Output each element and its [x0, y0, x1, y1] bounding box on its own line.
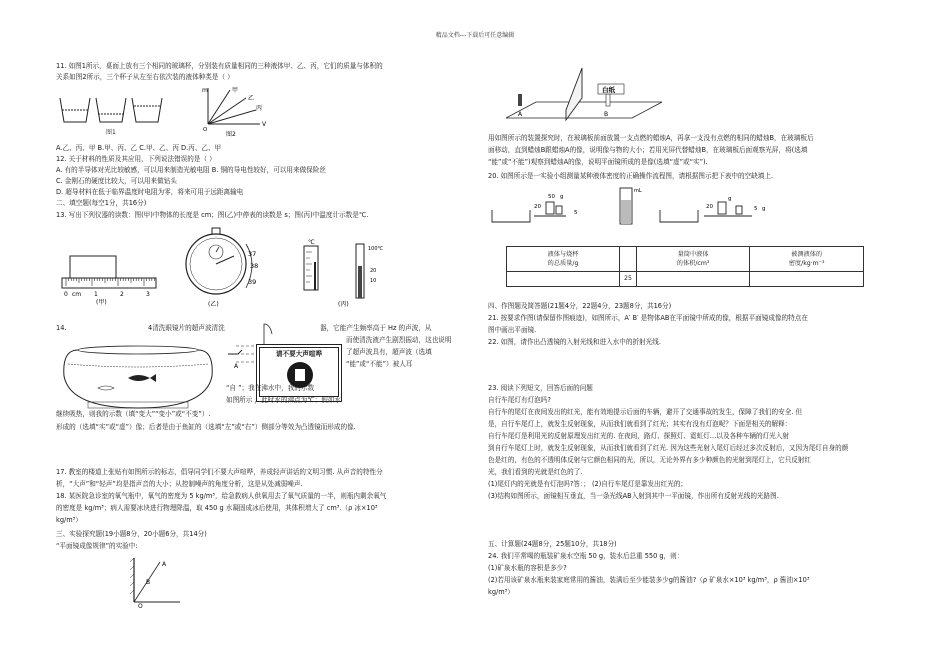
cups-figure	[56, 92, 166, 136]
candle-a-label: A	[518, 111, 523, 118]
weight-4	[736, 206, 742, 214]
measured-block	[70, 256, 116, 278]
q12-option-d: D. 超导材料在低于临界温度时电阻为零，将来可用于远距离输电	[56, 188, 244, 196]
weight-3	[718, 202, 726, 214]
yi-label: 乙	[248, 95, 255, 102]
bing-label: 丙	[256, 105, 263, 112]
fig-yi-caption: (乙)	[208, 301, 219, 308]
table-header-density: 被测液体的 密度/kg·m⁻³	[750, 247, 864, 272]
weight-1	[546, 202, 554, 214]
ruler-label-1: 1	[94, 291, 98, 298]
stopwatch-label-37: 37	[248, 250, 257, 258]
table-header-volume: 量筒中液体 的体积/cm³	[636, 247, 749, 272]
section-2-title: 二、填空题(每空1分，共16分)	[56, 199, 147, 207]
q12-option-a-b: A. 有的半导体对光比较敏感，可以用来制造光敏电阻 B. 铜的导电性较好，可以用来做保险丝	[56, 166, 326, 174]
q19-line-3: “能”或“不能”)观察到蜡烛A的像，说明平面镜所成的是像(选填“虚”或“实”).	[488, 158, 708, 166]
q24-stem: 24. 我们平常喝的瓶装矿泉水空瓶 50 g，装水后总重 550 g，则：	[488, 552, 684, 560]
balance-2-label-g2: g	[762, 206, 766, 212]
q12-stem: 12. 关于材料的性质及其应用，下列说法错误的是（ ）	[56, 155, 216, 163]
table-cell-density[interactable]	[750, 272, 864, 287]
q14-line-3: 了超声波具有，超声波（选填	[346, 348, 432, 356]
stopwatch-label-39: 39	[248, 278, 257, 286]
v-label: V	[262, 121, 267, 128]
section-4-title: 四、作图题及简答题(21题4分，22题4分，23题8分，共16分)	[488, 302, 672, 310]
stopwatch-label-38: 38	[250, 262, 259, 270]
q14-line-5: “自 ”；我在沸水中，我的示数	[226, 384, 315, 392]
candle-mirror-setup	[506, 62, 666, 124]
ruler	[62, 278, 156, 288]
candle-b-label: B	[604, 111, 609, 118]
q23-body-4: 到自行车尾灯上时，就发生反射现象，从而我们就看到了红光. 因为这些光射入尾灯后经过多次反射后，又因为尾灯自身的颜	[488, 444, 849, 452]
fig-bing-caption: (丙)	[338, 301, 349, 308]
q14-line-8: 形成的（选填“实”或“虚”）像；后者是由于鱼缸的（选填“左”或“右”）侧部分等效为凸透镜而形成的像.	[56, 423, 356, 431]
q14-line-4: “能”或“不能”）被人耳	[346, 360, 413, 368]
q18-line-2: 的密度是 kg/m³；病人需要冰块进行物理降温，取 450 g 水凝固成冰后使用，其体积增大了 cm³.（ρ 冰×10³	[56, 504, 378, 512]
q12-option-c: C. 金刚石的硬度比较大，可以用来做钻头	[56, 177, 177, 185]
cylinder-liquid	[621, 200, 631, 224]
balance-label-50: 50	[548, 194, 555, 200]
q17-line-1: 17. 教室的楼道上张贴有如图所示的标志，倡导同学们不要大声喧哗，养成轻声讲话的文明习惯. 从声音的特性分	[56, 468, 383, 476]
beaker-2	[660, 210, 698, 222]
mirror-label-b: B	[146, 579, 151, 586]
ruler-label-3: 3	[146, 291, 150, 298]
m-label: m	[202, 87, 208, 94]
q23-body-6: 光，我们看到的光就是红色的了.	[488, 468, 583, 476]
q14-line-6: 如图所示 ，此时水的沸点为℃；假如水	[226, 396, 342, 404]
q20-stem: 20. 如图所示是一实验小组测量某种液体密度的正确操作流程图，请根据图示把下表中的空缺填上.	[488, 172, 774, 180]
q14-line-7: 继续吸热，则我的示数（填“变大”“变小”或“不变”）.	[56, 410, 211, 418]
q23-body-3: 自行车尾灯是利用光的反射原理发出红光的. 在夜间，路灯、探照灯、霓虹灯…以及各种车辆的灯光入射	[488, 432, 789, 440]
q19-line-1: 用如图所示的装置探究时，在玻璃板前面放置一支点燃的蜡烛A，再拿一支没有点燃的相同的蜡烛B，在玻璃板后	[488, 134, 814, 142]
q13-stem: 13. 写出下列仪器的读数：图(甲)中物体的长度是 cm；图(乙)中停表的读数是 s；图(丙)中温度计示数是℃.	[56, 211, 369, 219]
balance-label-5: 5	[574, 210, 578, 216]
q23-question-3: (3)结构如图所示，面镜相互垂直，当一条光线AB入射到其中一平面镜，作出所有反射光线的光路图.	[488, 492, 779, 500]
thermo-2-label-20: 20	[370, 268, 377, 274]
q22-stem: 22. 如图，请作出凸透镜的入射光线和进入水中的折射光线.	[488, 338, 661, 346]
q24-part-1: (1)矿泉水瓶的容积是多少?	[488, 564, 567, 572]
fish	[128, 374, 156, 382]
ruler-figure	[60, 244, 160, 306]
section-3-title: 三、实验探究题(19小题8分，20小题6分，共14分)	[56, 530, 207, 538]
page-header: 精品文档---下载后可任意编辑	[435, 32, 515, 39]
weight-2	[556, 206, 562, 214]
balance-label-20: 20	[534, 204, 541, 210]
q24-unit: kg/m³）	[488, 588, 514, 596]
mercury-column	[314, 262, 316, 290]
balance-label-g: g	[560, 194, 564, 200]
q11-line-2: 关系如图2所示，三个杯子从左至右依次装的液体种类是（ ）	[56, 73, 234, 81]
table-header-mass: 液体与烧杯 的总质量/g	[507, 247, 620, 272]
thermometer-figure	[290, 239, 400, 308]
fish-image	[98, 386, 114, 390]
q14-line-2: 而使清洗液产生剧烈振动，这也说明	[346, 336, 452, 344]
q18-line-3: kg/m³）	[56, 516, 82, 524]
section-5-title: 五、计算题(24题8分，25题10分，共18分)	[488, 540, 617, 548]
q14-number: 14.	[56, 324, 67, 332]
q18-line-1: 18. 某医院急诊室的氧气瓶中，氧气的密度为 5 kg/m³，给急救病人供氧用去了氧气质量的一半，则瓶内剩余氧气	[56, 492, 387, 500]
balance-2-label-5: 5	[754, 206, 758, 212]
q17-line-2: 析，“大声”和“轻声”均是指声音的大小；从控制噪声的角度分析，这是从处减弱噪声.	[56, 480, 303, 488]
q23-title: 23. 阅读下列短文，回答后面的问题	[488, 384, 593, 392]
q11-options: A.乙、丙、甲 B.甲、丙、乙 C.甲、乙、丙 D.丙、乙、甲	[56, 144, 222, 152]
q23-body-5: 色是红的，有色的不透明体反射与它颜色相同的光，所以，无论外界有多少种颜色的光射到尾灯上，它只反射红	[488, 456, 812, 464]
q23-question-1: (1)尾灯内的光就是有灯泡吗?答：； (2)自行车尾灯是靠发出红光的；	[488, 480, 688, 488]
white-paper-label: 白纸	[602, 86, 615, 94]
thermo-unit: ℃	[308, 239, 315, 246]
eye-label-a: A	[234, 363, 239, 370]
q19-stem: “平面镜成像规律”的实验中:	[56, 542, 138, 550]
fig1-caption: 图1	[106, 129, 116, 136]
mirror-figure	[120, 556, 190, 608]
density-procedure-figure	[490, 186, 780, 228]
beaker-1	[492, 210, 530, 222]
q23-body-1: 自行车的尾灯在夜间发出的红光，能有效地提示后面的车辆，避开了交通事故的发生，保障了我们的安全. 但	[488, 408, 803, 416]
jia-label: 甲	[232, 87, 239, 94]
quiet-sign-text: 请不要大声喧哗	[275, 350, 323, 358]
q11-line-1: 11. 如图1所示，桌面上放有三个相同的玻璃杯，分别装有质量相同的三种液体甲、乙、丙，它们的质量与体积的	[56, 62, 383, 70]
balance-2-label-g: g	[728, 196, 732, 202]
q21-line-1: 21. 按要求作图(请保留作图痕迹)，如图所示，A′ B′ 是物体AB在平面镜中所成的像，根据平面镜成像的特点在	[488, 314, 808, 322]
line-yi	[208, 98, 246, 124]
stopwatch-figure	[176, 226, 266, 308]
q23-subtitle: 自行车尾灯有灯泡吗?	[488, 396, 551, 404]
thermo-2-top-label: 100℃	[368, 246, 384, 252]
fig-jia-caption: (甲)	[96, 299, 107, 306]
table-header-row	[507, 247, 864, 272]
candle-a	[518, 94, 522, 106]
ruler-label-2: 2	[120, 291, 124, 298]
q14-line-1: 器，它能产生频率高于 Hz 的声波，从	[320, 324, 432, 332]
candle-b	[606, 94, 610, 106]
density-table	[506, 246, 864, 287]
stopwatch-crown	[212, 228, 220, 234]
q19-line-2: 面移动，直到蜡烛B跟蜡烛A的像，说明像与物的大小；若用光屏代替蜡烛B，在玻璃板后面观察光屏，将(选填	[488, 146, 808, 154]
ruler-label-0: 0	[64, 291, 68, 298]
balance-2-label-20: 20	[706, 204, 713, 210]
table-surface	[506, 102, 662, 118]
q23-body-2: 是，自行车尾灯上，就发生反射现象，从而我们就看到了红光；其实有没有灯泡呢？下面是相关的解释：	[488, 420, 792, 428]
mirror-label-a: A	[162, 561, 167, 568]
thermometer-2-column	[358, 266, 362, 298]
fish-bowl-figure	[58, 332, 218, 412]
cylinder-unit-label: mL	[634, 188, 642, 194]
q14-top-text: 4清洗眼镜片的超声波清洗	[148, 324, 225, 332]
q24-part-2: (2)若用该矿泉水瓶来装家庭常用的酱油，装满后至少能装多少g的酱油?（ρ 矿泉水×10³ kg/m³，ρ 酱油×10³	[488, 576, 810, 584]
mass-volume-graph	[200, 84, 270, 136]
ruler-unit: cm	[72, 291, 82, 298]
mirror-label-o: O	[138, 603, 143, 610]
thermo-2-label-10: 10	[370, 278, 377, 284]
table-row	[507, 272, 864, 287]
table-cell-mass[interactable]	[507, 272, 620, 287]
origin-label: O	[203, 127, 208, 133]
table-cell-volume: 25	[620, 272, 637, 287]
q21-line-2: 图中画出平面镜.	[488, 326, 537, 334]
fig2-caption: 图2	[226, 131, 236, 138]
